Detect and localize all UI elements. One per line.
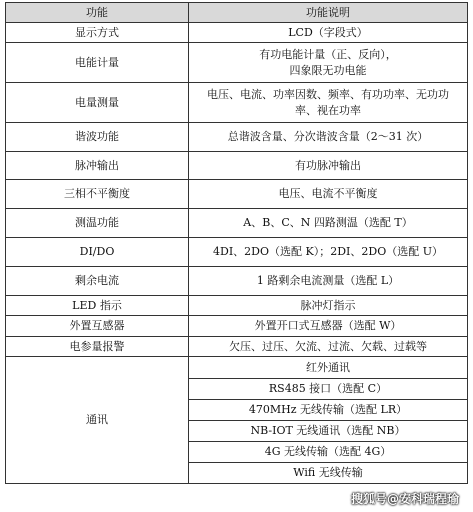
function-name: 电能计量 (6, 43, 189, 83)
table-row (6, 267, 468, 296)
function-name: 剩余电流 (6, 267, 189, 296)
table-row (6, 296, 468, 316)
function-description (189, 23, 468, 43)
table-row (6, 23, 468, 43)
table-row (6, 337, 468, 357)
function-name: 通讯 (6, 357, 189, 484)
table-body (6, 23, 468, 484)
table-row (6, 83, 468, 123)
description-line: 有功电能计量（正、反向）， (259, 47, 397, 61)
table-header-row (6, 3, 468, 23)
description-line: LCD（字段式） (288, 25, 368, 39)
function-name: 电参量报警 (6, 337, 189, 357)
description-line: 脉冲灯指示 (300, 298, 356, 312)
function-description (189, 296, 468, 316)
function-name: LED 指示 (6, 296, 189, 316)
function-description (189, 337, 468, 357)
header-description: 功能说明 (189, 3, 468, 23)
description-line: 电压、电流、功率因数、频率、有功功率、无功功 (207, 87, 449, 101)
function-name: 显示方式 (6, 23, 189, 43)
table-row (6, 43, 468, 83)
function-name: 测温功能 (6, 209, 189, 238)
description-line: 率、视在功率 (295, 103, 361, 117)
function-name: 三相不平衡度 (6, 180, 189, 209)
watermark: 搜狐号@安科瑞程瑜 (350, 492, 459, 506)
function-description (189, 238, 468, 267)
description-line: 1 路剩余电流测量（选配 L） (256, 274, 400, 287)
function-description (189, 123, 468, 152)
function-name: 脉冲输出 (6, 152, 189, 180)
function-description (189, 209, 468, 238)
description-line: 总谐波含量、分次谐波含量（2～31 次） (227, 130, 429, 143)
table-row (6, 180, 468, 209)
description-line: 电压、电流不平衡度 (278, 187, 378, 200)
table-row (6, 316, 468, 337)
function-description (189, 180, 468, 209)
description-line: 4DI、2DO（选配 K）；2DI、2DO（选配 U） (213, 245, 443, 258)
description-line: 外置开口式互感器（选配 W） (254, 319, 402, 332)
function-description (189, 83, 468, 123)
description-line: 欠压、过压、欠流、过流、欠载、过载等 (229, 339, 427, 353)
communication-option: 470MHz 无线传输（选配 LR） (189, 400, 468, 421)
function-description (189, 316, 468, 337)
function-name: 外置互感器 (6, 316, 189, 337)
communication-option: RS485 接口（选配 C） (189, 379, 468, 400)
communication-option: NB-IOT 无线通讯（选配 NB） (189, 421, 468, 442)
description-line: 四象限无功电能 (289, 63, 367, 77)
communication-option: 红外通讯 (189, 357, 468, 379)
spec-table (5, 2, 468, 484)
function-name: 谐波功能 (6, 123, 189, 152)
description-line: 有功脉冲输出 (295, 158, 361, 172)
table-row (6, 238, 468, 267)
header-function: 功能 (6, 3, 189, 23)
function-description (189, 152, 468, 180)
function-name: DI/DO (6, 238, 189, 267)
communication-option: 4G 无线传输（选配 4G） (189, 442, 468, 463)
description-line: A、B、C、N 四路测温（选配 T） (243, 216, 413, 229)
table-row (6, 209, 468, 238)
table-row (6, 357, 468, 379)
communication-option: Wifi 无线传输 (189, 463, 468, 484)
table-row (6, 123, 468, 152)
table-row (6, 152, 468, 180)
function-description (189, 267, 468, 296)
function-name: 电量测量 (6, 83, 189, 123)
function-description (189, 43, 468, 83)
